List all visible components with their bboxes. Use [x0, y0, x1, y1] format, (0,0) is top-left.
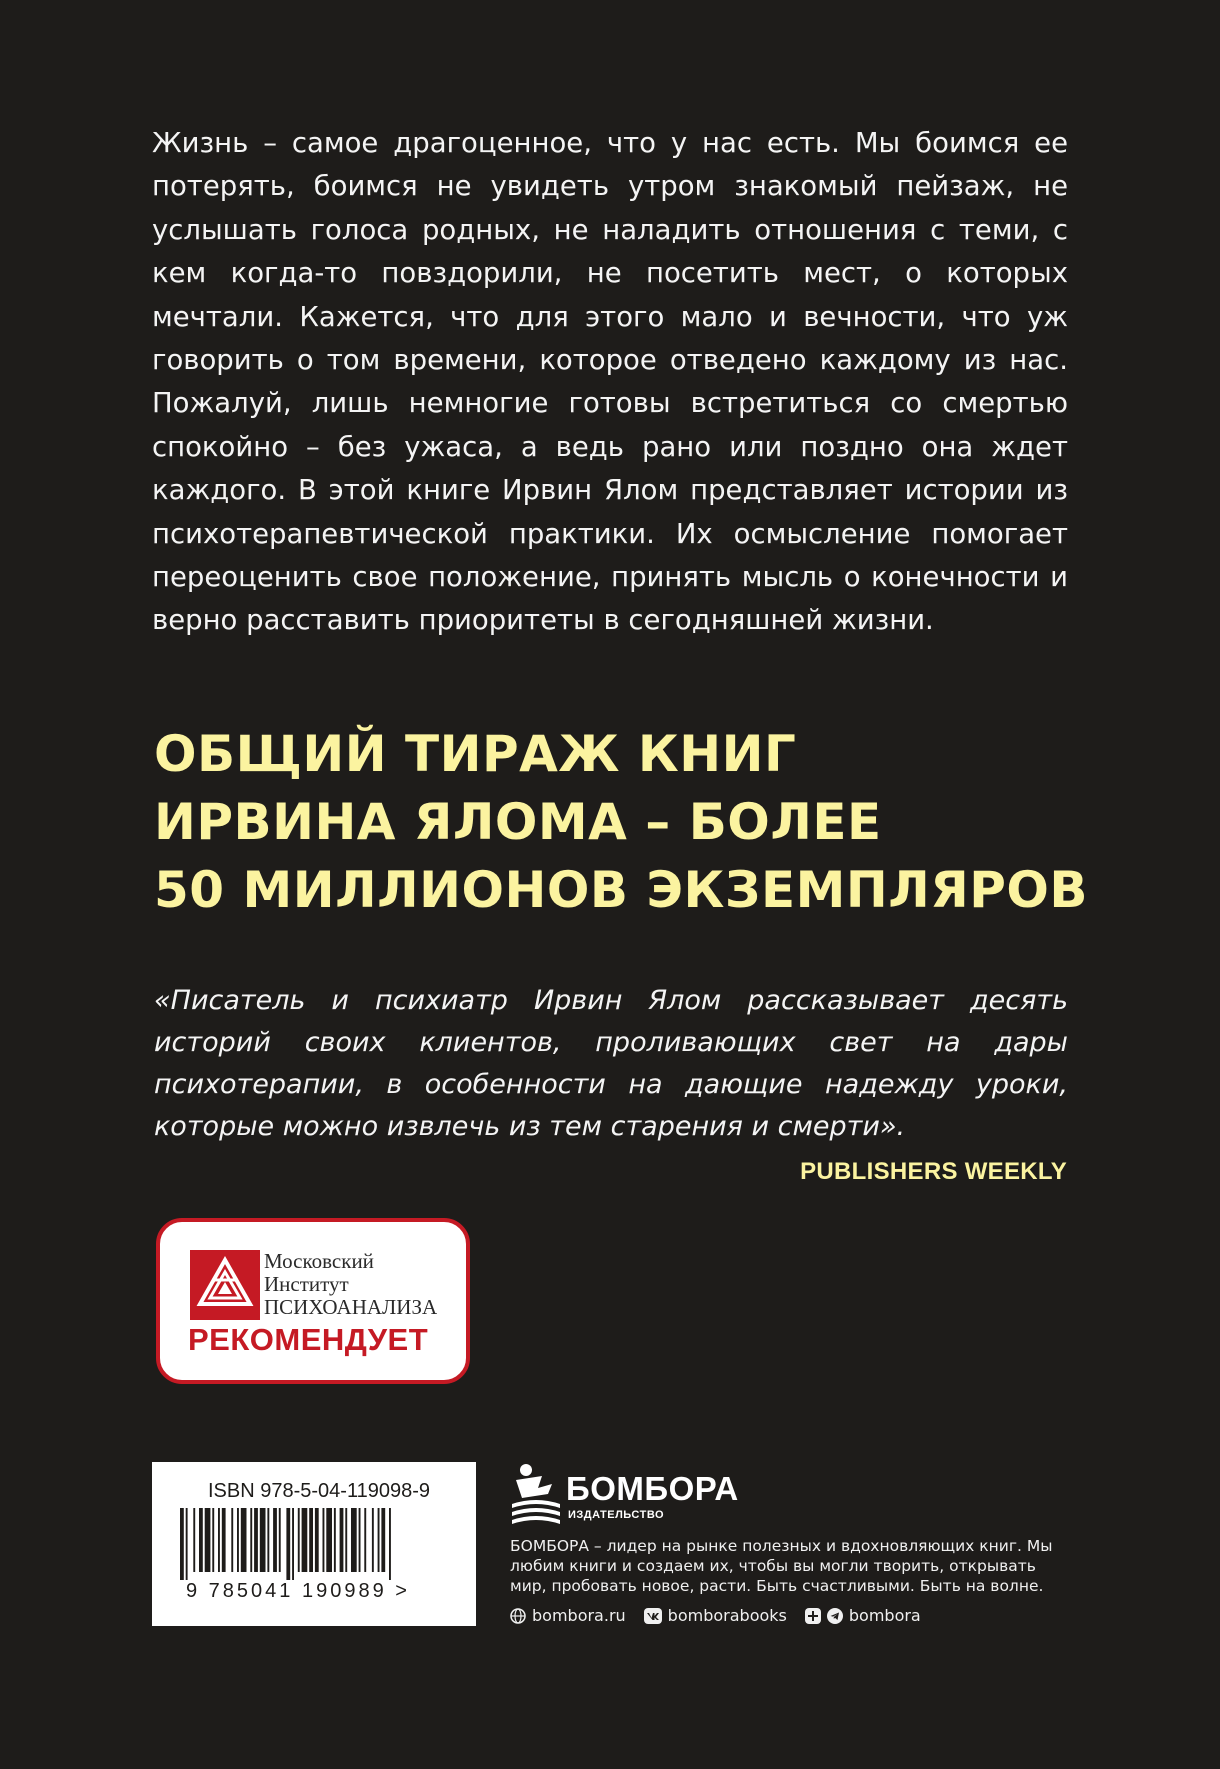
- institute-line-2: Институт: [264, 1272, 349, 1296]
- publisher-description: БОМБОРА – лидер на рынке полезных и вдохновляющих книг. Мы любим книги и создаем их, чтобы вы могли творить, открывать мир, пробовать новое, расти. Быть счастливыми. Быть на волне.: [510, 1537, 1053, 1595]
- barcode-graphic: [180, 1508, 450, 1580]
- institute-line-3: ПСИХОАНАЛИЗА: [264, 1295, 438, 1319]
- social-telegram[interactable]: [805, 1606, 921, 1625]
- vk-icon: [644, 1608, 662, 1624]
- book-description: Жизнь – самое драгоценное, что у нас есть. Мы боимся ее потерять, боимся не увидеть утром знакомый пейзаж, не услышать голоса родных, не наладить отношения с теми, с кем когда-то повздорили, не посетить мест, о которых мечтали. Кажется, что для этого мало и вечности, что уж говорить о том времени, которое отведено каждому из нас. Пожалуй, лишь немногие готовы встретиться со смертью спокойно – без ужаса, а ведь рано или поздно она ждет каждого. В этой книге Ирвин Ялом представляет истории из психотерапевтической практики. Их осмысление помогает переоценить свое положение, принять мысль о конечности и верно расставить приоритеты в сегодняшней жизни.: [152, 127, 1068, 637]
- headline-line-3: 50 МИЛЛИОНОВ ЭКЗЕМПЛЯРОВ: [154, 861, 1088, 919]
- institute-line-1: Московский: [264, 1249, 374, 1273]
- recommendation-badge: [156, 1218, 470, 1384]
- publisher-subtitle: ИЗДАТЕЛЬСТВО: [568, 1509, 665, 1521]
- circulation-headline: [154, 720, 1114, 924]
- globe-icon: [510, 1608, 526, 1624]
- isbn-number: ISBN 978-5-04-119098-9: [208, 1480, 430, 1502]
- plus-icon: [805, 1608, 821, 1624]
- social-links: [510, 1606, 921, 1625]
- social-vk[interactable]: [644, 1606, 787, 1625]
- barcode-panel: [152, 1462, 476, 1626]
- headline-line-2: ИРВИНА ЯЛОМА – БОЛЕЕ: [154, 793, 882, 851]
- social-label: bombora.ru: [532, 1606, 626, 1625]
- institute-name: [264, 1250, 437, 1319]
- review-quote: «Писатель и психиатр Ирвин Ялом рассказывает десять историй своих клиентов, проливающих свет на дары психотерапии, в особенности на дающие надежду уроки, которые можно извлечь из тем старения и смерти».: [154, 985, 1068, 1142]
- headline-line-1: ОБЩИЙ ТИРАЖ КНИГ: [154, 725, 797, 783]
- barcode-digits: 9 785041 190989 >: [186, 1580, 410, 1602]
- social-website[interactable]: [510, 1606, 626, 1625]
- quote-source: PUBLISHERS WEEKLY: [800, 1158, 1067, 1185]
- social-label: bomborabooks: [667, 1606, 787, 1625]
- bombora-logo-icon: [508, 1462, 564, 1526]
- recommend-label: РЕКОМЕНДУЕТ: [188, 1322, 429, 1357]
- telegram-icon: [827, 1608, 843, 1624]
- publisher-name: БОМБОРА: [566, 1470, 739, 1507]
- institute-logo-icon: [190, 1250, 260, 1320]
- social-label: bombora: [848, 1606, 921, 1625]
